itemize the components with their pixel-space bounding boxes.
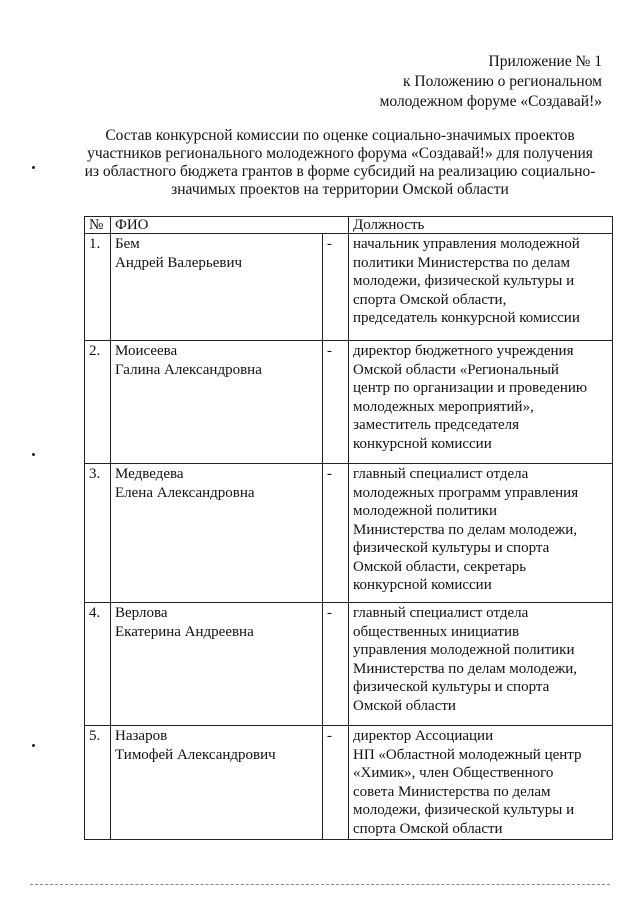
position-line: директор Ассоциации: [353, 728, 494, 744]
row-dash: -: [323, 341, 349, 464]
position-line: общественных инициатив: [353, 623, 520, 640]
position-line: директор бюджетного учреждения: [353, 343, 574, 359]
appendix-line-1: Приложение № 1: [488, 53, 602, 70]
member-position: [349, 726, 613, 840]
appendix-line-2: к Положению о региональном: [402, 73, 602, 90]
header-number: №: [85, 217, 111, 234]
member-given-names: Андрей Валерьевич: [115, 254, 243, 271]
member-surname: Моисеева: [115, 343, 178, 359]
title-line-3: из областного бюджета грантов в форме субсидий на реализацию социально-: [84, 163, 596, 180]
row-dash: -: [323, 464, 349, 603]
member-surname: Медведева: [115, 466, 184, 482]
header-position: Должность: [349, 217, 613, 234]
member-name: [111, 234, 323, 341]
row-number: 5.: [85, 726, 111, 840]
member-name: [111, 341, 323, 464]
margin-dot: [32, 453, 35, 456]
position-line: конкурсной комиссии: [353, 577, 492, 593]
position-line: Омской области «Региональный: [353, 361, 559, 378]
page-bottom-rule: [30, 884, 610, 885]
table-row: [85, 603, 613, 726]
table-header-row: [85, 217, 613, 234]
position-line: заместитель председателя: [353, 417, 520, 433]
position-line: НП «Областной молодежный центр: [353, 746, 582, 763]
position-line: молодежи, физической культуры и: [353, 802, 575, 818]
title-line-1: Состав конкурсной комиссии по оценке социально-значимых проектов: [105, 127, 575, 144]
position-line: молодежных программ управления: [353, 484, 579, 501]
title-line-2: участников регионального молодежного форума «Создавай!» для получения: [87, 145, 593, 162]
row-dash: -: [323, 726, 349, 840]
member-surname: Назаров: [115, 728, 168, 744]
position-line: физической культуры и спорта: [353, 679, 550, 695]
position-line: начальник управления молодежной: [353, 236, 580, 252]
position-line: совета Министерства по делам: [353, 783, 551, 800]
table-row: [85, 726, 613, 840]
header-name: ФИО: [111, 217, 349, 234]
position-line: спорта Омской области,: [353, 291, 507, 308]
table-row: [85, 341, 613, 464]
row-number: 1.: [85, 234, 111, 341]
position-line: молодежной политики: [353, 503, 498, 519]
position-line: политики Министерства по делам: [353, 254, 571, 271]
document-title: [80, 127, 600, 199]
position-line: «Химик», член Общественного: [353, 765, 554, 781]
position-line: молодежных мероприятий»,: [353, 398, 534, 415]
row-number: 3.: [85, 464, 111, 603]
position-line: Министерства по делам молодежи,: [353, 521, 578, 538]
position-line: центр по организации и проведению: [353, 380, 588, 396]
position-line: Министерства по делам молодежи,: [353, 660, 578, 677]
margin-dot: [32, 744, 35, 747]
member-position: [349, 464, 613, 603]
member-name: [111, 726, 323, 840]
member-surname: Бем: [115, 236, 140, 252]
row-dash: -: [323, 234, 349, 341]
position-line: председатель конкурсной комиссии: [353, 310, 580, 326]
member-name: [111, 603, 323, 726]
position-line: спорта Омской области: [353, 820, 503, 837]
member-surname: Верлова: [115, 605, 168, 621]
row-number: 2.: [85, 341, 111, 464]
member-given-names: Екатерина Андреевна: [115, 623, 254, 640]
member-name: [111, 464, 323, 603]
member-position: [349, 603, 613, 726]
member-given-names: Галина Александровна: [115, 361, 262, 378]
position-line: управления молодежной политики: [353, 642, 575, 658]
member-position: [349, 234, 613, 341]
position-line: физической культуры и спорта: [353, 540, 550, 556]
title-line-4: значимых проектов на территории Омской области: [171, 181, 509, 198]
commission-table: [84, 216, 613, 840]
position-line: главный специалист отдела: [353, 466, 529, 482]
row-dash: -: [323, 603, 349, 726]
position-line: Омской области: [353, 697, 456, 714]
position-line: конкурсной комиссии: [353, 435, 492, 452]
member-position: [349, 341, 613, 464]
appendix-header: [322, 52, 602, 112]
position-line: молодежи, физической культуры и: [353, 273, 575, 289]
margin-dot: [32, 166, 35, 169]
table-row: [85, 234, 613, 341]
position-line: главный специалист отдела: [353, 605, 529, 621]
position-line: Омской области, секретарь: [353, 558, 527, 575]
appendix-line-3: молодежном форуме «Создавай!»: [379, 93, 602, 110]
table-row: [85, 464, 613, 603]
member-given-names: Елена Александровна: [115, 484, 255, 501]
row-number: 4.: [85, 603, 111, 726]
member-given-names: Тимофей Александрович: [115, 746, 276, 763]
